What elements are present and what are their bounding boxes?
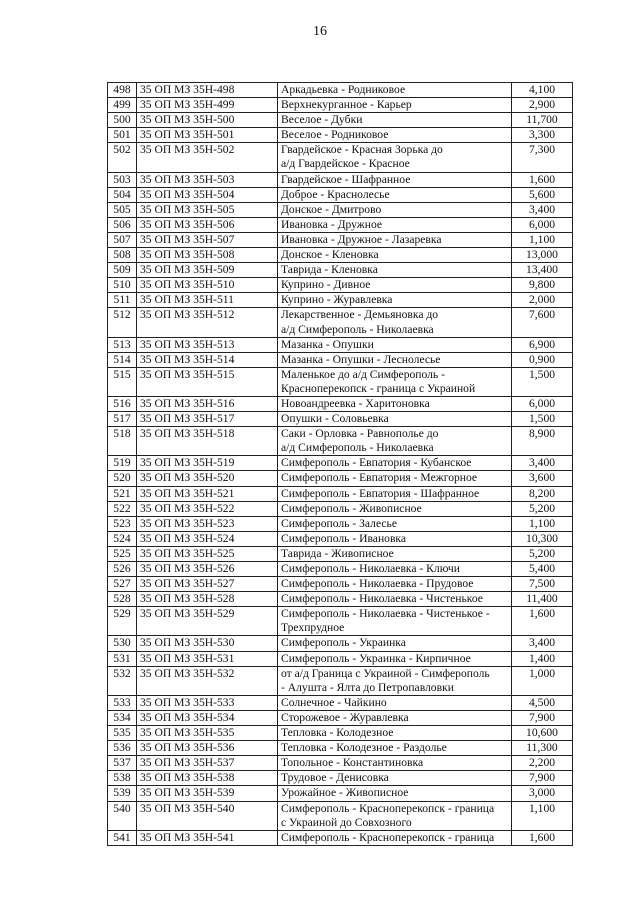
road-length-cell: 1,000 xyxy=(512,666,573,695)
table-row xyxy=(108,396,573,411)
road-length-cell: 1,400 xyxy=(512,651,573,666)
road-name-cell: Симферополь - Живописное xyxy=(278,501,512,516)
road-name-cell: Симферополь - Красноперекопск - граница xyxy=(278,830,512,845)
road-name-cell: Симферополь - Евпатория - Кубанское xyxy=(278,456,512,471)
table-row xyxy=(108,471,573,486)
table-row xyxy=(108,726,573,741)
road-length-cell: 1,600 xyxy=(512,830,573,845)
table-row xyxy=(108,308,573,337)
road-code-cell: 35 ОП МЗ 35Н-529 xyxy=(137,607,278,636)
row-number-cell: 518 xyxy=(108,427,137,456)
road-code-cell: 35 ОП МЗ 35Н-536 xyxy=(137,741,278,756)
road-code-cell: 35 ОП МЗ 35Н-509 xyxy=(137,263,278,278)
road-code-cell: 35 ОП МЗ 35Н-507 xyxy=(137,232,278,247)
road-length-cell: 7,900 xyxy=(512,710,573,725)
road-code-cell: 35 ОП МЗ 35Н-540 xyxy=(137,801,278,830)
road-name-cell: от а/д Граница с Украиной - Симферополь - Алушта - Ялта до Петропавловки xyxy=(278,666,512,695)
road-name-cell: Тепловка - Колодезное xyxy=(278,726,512,741)
table-row xyxy=(108,412,573,427)
row-number-cell: 524 xyxy=(108,531,137,546)
road-name-cell: Веселое - Родниковое xyxy=(278,128,512,143)
road-length-cell: 3,400 xyxy=(512,636,573,651)
table-row xyxy=(108,187,573,202)
row-number-cell: 523 xyxy=(108,516,137,531)
table-row xyxy=(108,695,573,710)
row-number-cell: 520 xyxy=(108,471,137,486)
table-row xyxy=(108,263,573,278)
row-number-cell: 504 xyxy=(108,187,137,202)
row-number-cell: 506 xyxy=(108,217,137,232)
road-code-cell: 35 ОП МЗ 35Н-539 xyxy=(137,786,278,801)
table-row xyxy=(108,651,573,666)
road-length-cell: 7,600 xyxy=(512,308,573,337)
road-name-cell: Куприно - Дивное xyxy=(278,278,512,293)
road-name-cell: Новоандреевка - Харитоновка xyxy=(278,396,512,411)
table-row xyxy=(108,248,573,263)
row-number-cell: 500 xyxy=(108,113,137,128)
row-number-cell: 531 xyxy=(108,651,137,666)
road-name-cell: Симферополь - Евпатория - Шафранное xyxy=(278,486,512,501)
road-length-cell: 1,100 xyxy=(512,801,573,830)
table-row xyxy=(108,456,573,471)
road-name-cell: Симферополь - Николаевка - Чистенькое - Трехпрудное xyxy=(278,607,512,636)
road-length-cell: 7,900 xyxy=(512,771,573,786)
table-row xyxy=(108,801,573,830)
road-length-cell: 5,200 xyxy=(512,501,573,516)
roads-table xyxy=(107,82,573,846)
row-number-cell: 498 xyxy=(108,83,137,98)
road-name-cell: Лекарственное - Демьяновка до а/д Симферополь - Николаевка xyxy=(278,308,512,337)
row-number-cell: 515 xyxy=(108,367,137,396)
road-code-cell: 35 ОП МЗ 35Н-510 xyxy=(137,278,278,293)
table-row xyxy=(108,293,573,308)
table-row xyxy=(108,113,573,128)
road-code-cell: 35 ОП МЗ 35Н-501 xyxy=(137,128,278,143)
roads-table-body xyxy=(108,83,573,846)
table-row xyxy=(108,786,573,801)
road-name-cell: Топольное - Константиновка xyxy=(278,756,512,771)
road-name-cell: Доброе - Краснолесье xyxy=(278,187,512,202)
row-number-cell: 501 xyxy=(108,128,137,143)
table-row xyxy=(108,741,573,756)
road-code-cell: 35 ОП МЗ 35Н-532 xyxy=(137,666,278,695)
road-length-cell: 2,000 xyxy=(512,293,573,308)
road-code-cell: 35 ОП МЗ 35Н-508 xyxy=(137,248,278,263)
road-code-cell: 35 ОП МЗ 35Н-506 xyxy=(137,217,278,232)
road-length-cell: 2,900 xyxy=(512,98,573,113)
road-length-cell: 1,500 xyxy=(512,412,573,427)
road-length-cell: 4,500 xyxy=(512,695,573,710)
row-number-cell: 517 xyxy=(108,412,137,427)
road-length-cell: 3,400 xyxy=(512,456,573,471)
road-length-cell: 0,900 xyxy=(512,352,573,367)
road-code-cell: 35 ОП МЗ 35Н-537 xyxy=(137,756,278,771)
road-length-cell: 3,400 xyxy=(512,202,573,217)
road-code-cell: 35 ОП МЗ 35Н-541 xyxy=(137,830,278,845)
road-length-cell: 3,300 xyxy=(512,128,573,143)
road-length-cell: 6,900 xyxy=(512,337,573,352)
road-name-cell: Куприно - Журавлевка xyxy=(278,293,512,308)
road-code-cell: 35 ОП МЗ 35Н-504 xyxy=(137,187,278,202)
row-number-cell: 507 xyxy=(108,232,137,247)
table-row xyxy=(108,278,573,293)
road-length-cell: 4,100 xyxy=(512,83,573,98)
road-code-cell: 35 ОП МЗ 35Н-533 xyxy=(137,695,278,710)
page-number: 16 xyxy=(313,24,327,39)
road-code-cell: 35 ОП МЗ 35Н-528 xyxy=(137,592,278,607)
road-length-cell: 6,000 xyxy=(512,217,573,232)
road-name-cell: Симферополь - Николаевка - Ключи xyxy=(278,562,512,577)
road-length-cell: 1,600 xyxy=(512,607,573,636)
road-name-cell: Симферополь - Николаевка - Чистенькое xyxy=(278,592,512,607)
road-code-cell: 35 ОП МЗ 35Н-522 xyxy=(137,501,278,516)
road-length-cell: 5,400 xyxy=(512,562,573,577)
road-length-cell: 10,300 xyxy=(512,531,573,546)
table-row xyxy=(108,577,573,592)
table-row xyxy=(108,756,573,771)
table-row xyxy=(108,666,573,695)
road-name-cell: Мазанка - Опушки xyxy=(278,337,512,352)
row-number-cell: 508 xyxy=(108,248,137,263)
table-row xyxy=(108,98,573,113)
road-length-cell: 8,200 xyxy=(512,486,573,501)
road-name-cell: Донское - Дмитрово xyxy=(278,202,512,217)
road-length-cell: 5,200 xyxy=(512,546,573,561)
road-name-cell: Симферополь - Украинка xyxy=(278,636,512,651)
row-number-cell: 519 xyxy=(108,456,137,471)
row-number-cell: 538 xyxy=(108,771,137,786)
road-name-cell: Симферополь - Евпатория - Межгорное xyxy=(278,471,512,486)
row-number-cell: 533 xyxy=(108,695,137,710)
table-row xyxy=(108,232,573,247)
row-number-cell: 513 xyxy=(108,337,137,352)
row-number-cell: 502 xyxy=(108,143,137,172)
road-code-cell: 35 ОП МЗ 35Н-520 xyxy=(137,471,278,486)
table-row xyxy=(108,217,573,232)
road-code-cell: 35 ОП МЗ 35Н-502 xyxy=(137,143,278,172)
road-length-cell: 3,600 xyxy=(512,471,573,486)
table-row xyxy=(108,636,573,651)
row-number-cell: 539 xyxy=(108,786,137,801)
road-code-cell: 35 ОП МЗ 35Н-538 xyxy=(137,771,278,786)
row-number-cell: 516 xyxy=(108,396,137,411)
table-row xyxy=(108,202,573,217)
road-code-cell: 35 ОП МЗ 35Н-534 xyxy=(137,710,278,725)
road-name-cell: Тепловка - Колодезное - Раздолье xyxy=(278,741,512,756)
road-code-cell: 35 ОП МЗ 35Н-521 xyxy=(137,486,278,501)
road-name-cell: Ивановка - Дружное - Лазаревка xyxy=(278,232,512,247)
road-length-cell: 8,900 xyxy=(512,427,573,456)
row-number-cell: 528 xyxy=(108,592,137,607)
table-row xyxy=(108,607,573,636)
road-code-cell: 35 ОП МЗ 35Н-511 xyxy=(137,293,278,308)
row-number-cell: 512 xyxy=(108,308,137,337)
road-length-cell: 2,200 xyxy=(512,756,573,771)
row-number-cell: 505 xyxy=(108,202,137,217)
table-row xyxy=(108,546,573,561)
row-number-cell: 536 xyxy=(108,741,137,756)
road-name-cell: Гвардейское - Красная Зорька до а/д Гвардейское - Красное xyxy=(278,143,512,172)
row-number-cell: 510 xyxy=(108,278,137,293)
road-name-cell: Симферополь - Залесье xyxy=(278,516,512,531)
row-number-cell: 522 xyxy=(108,501,137,516)
row-number-cell: 532 xyxy=(108,666,137,695)
road-length-cell: 13,000 xyxy=(512,248,573,263)
road-code-cell: 35 ОП МЗ 35Н-530 xyxy=(137,636,278,651)
road-code-cell: 35 ОП МЗ 35Н-512 xyxy=(137,308,278,337)
table-row xyxy=(108,83,573,98)
row-number-cell: 537 xyxy=(108,756,137,771)
road-length-cell: 7,300 xyxy=(512,143,573,172)
row-number-cell: 527 xyxy=(108,577,137,592)
row-number-cell: 540 xyxy=(108,801,137,830)
table-row xyxy=(108,562,573,577)
table-row xyxy=(108,710,573,725)
table-row xyxy=(108,592,573,607)
row-number-cell: 509 xyxy=(108,263,137,278)
row-number-cell: 525 xyxy=(108,546,137,561)
road-length-cell: 10,600 xyxy=(512,726,573,741)
road-name-cell: Гвардейское - Шафранное xyxy=(278,172,512,187)
road-code-cell: 35 ОП МЗ 35Н-517 xyxy=(137,412,278,427)
row-number-cell: 535 xyxy=(108,726,137,741)
table-row xyxy=(108,172,573,187)
row-number-cell: 541 xyxy=(108,830,137,845)
table-row xyxy=(108,128,573,143)
row-number-cell: 514 xyxy=(108,352,137,367)
road-name-cell: Маленькое до а/д Симферополь - Красноперекопск - граница с Украиной xyxy=(278,367,512,396)
road-code-cell: 35 ОП МЗ 35Н-518 xyxy=(137,427,278,456)
road-name-cell: Аркадьевка - Родниковое xyxy=(278,83,512,98)
table-row xyxy=(108,367,573,396)
row-number-cell: 511 xyxy=(108,293,137,308)
table-row xyxy=(108,516,573,531)
road-length-cell: 1,600 xyxy=(512,172,573,187)
road-code-cell: 35 ОП МЗ 35Н-524 xyxy=(137,531,278,546)
row-number-cell: 534 xyxy=(108,710,137,725)
road-name-cell: Таврида - Кленовка xyxy=(278,263,512,278)
road-name-cell: Веселое - Дубки xyxy=(278,113,512,128)
road-code-cell: 35 ОП МЗ 35Н-535 xyxy=(137,726,278,741)
road-name-cell: Урожайное - Живописное xyxy=(278,786,512,801)
road-length-cell: 5,600 xyxy=(512,187,573,202)
road-name-cell: Ивановка - Дружное xyxy=(278,217,512,232)
road-code-cell: 35 ОП МЗ 35Н-519 xyxy=(137,456,278,471)
road-code-cell: 35 ОП МЗ 35Н-516 xyxy=(137,396,278,411)
road-name-cell: Саки - Орловка - Равнополье до а/д Симферополь - Николаевка xyxy=(278,427,512,456)
table-row xyxy=(108,143,573,172)
road-length-cell: 11,400 xyxy=(512,592,573,607)
row-number-cell: 521 xyxy=(108,486,137,501)
row-number-cell: 503 xyxy=(108,172,137,187)
road-length-cell: 13,400 xyxy=(512,263,573,278)
table-row xyxy=(108,486,573,501)
road-name-cell: Симферополь - Ивановка xyxy=(278,531,512,546)
road-length-cell: 11,700 xyxy=(512,113,573,128)
road-name-cell: Симферополь - Николаевка - Прудовое xyxy=(278,577,512,592)
row-number-cell: 530 xyxy=(108,636,137,651)
road-code-cell: 35 ОП МЗ 35Н-527 xyxy=(137,577,278,592)
road-name-cell: Сторожевое - Журавлевка xyxy=(278,710,512,725)
road-length-cell: 6,000 xyxy=(512,396,573,411)
road-code-cell: 35 ОП МЗ 35Н-503 xyxy=(137,172,278,187)
table-row xyxy=(108,501,573,516)
road-length-cell: 7,500 xyxy=(512,577,573,592)
road-code-cell: 35 ОП МЗ 35Н-498 xyxy=(137,83,278,98)
road-length-cell: 11,300 xyxy=(512,741,573,756)
road-code-cell: 35 ОП МЗ 35Н-499 xyxy=(137,98,278,113)
road-length-cell: 1,100 xyxy=(512,516,573,531)
road-code-cell: 35 ОП МЗ 35Н-514 xyxy=(137,352,278,367)
road-code-cell: 35 ОП МЗ 35Н-525 xyxy=(137,546,278,561)
road-code-cell: 35 ОП МЗ 35Н-515 xyxy=(137,367,278,396)
road-code-cell: 35 ОП МЗ 35Н-500 xyxy=(137,113,278,128)
road-name-cell: Опушки - Соловьевка xyxy=(278,412,512,427)
road-name-cell: Мазанка - Опушки - Леснолесье xyxy=(278,352,512,367)
road-length-cell: 3,000 xyxy=(512,786,573,801)
row-number-cell: 526 xyxy=(108,562,137,577)
road-length-cell: 9,800 xyxy=(512,278,573,293)
road-name-cell: Симферополь - Красноперекопск - граница с Украиной до Совхозного xyxy=(278,801,512,830)
road-name-cell: Таврида - Живописное xyxy=(278,546,512,561)
table-row xyxy=(108,771,573,786)
road-code-cell: 35 ОП МЗ 35Н-513 xyxy=(137,337,278,352)
road-code-cell: 35 ОП МЗ 35Н-505 xyxy=(137,202,278,217)
road-code-cell: 35 ОП МЗ 35Н-523 xyxy=(137,516,278,531)
road-name-cell: Донское - Кленовка xyxy=(278,248,512,263)
road-code-cell: 35 ОП МЗ 35Н-526 xyxy=(137,562,278,577)
table-row xyxy=(108,830,573,845)
row-number-cell: 499 xyxy=(108,98,137,113)
table-row xyxy=(108,352,573,367)
road-name-cell: Верхнекурганное - Карьер xyxy=(278,98,512,113)
table-row xyxy=(108,531,573,546)
road-name-cell: Симферополь - Украинка - Кирпичное xyxy=(278,651,512,666)
road-code-cell: 35 ОП МЗ 35Н-531 xyxy=(137,651,278,666)
table-row xyxy=(108,427,573,456)
road-name-cell: Трудовое - Денисовка xyxy=(278,771,512,786)
road-length-cell: 1,500 xyxy=(512,367,573,396)
row-number-cell: 529 xyxy=(108,607,137,636)
road-length-cell: 1,100 xyxy=(512,232,573,247)
road-name-cell: Солнечное - Чайкино xyxy=(278,695,512,710)
table-row xyxy=(108,337,573,352)
